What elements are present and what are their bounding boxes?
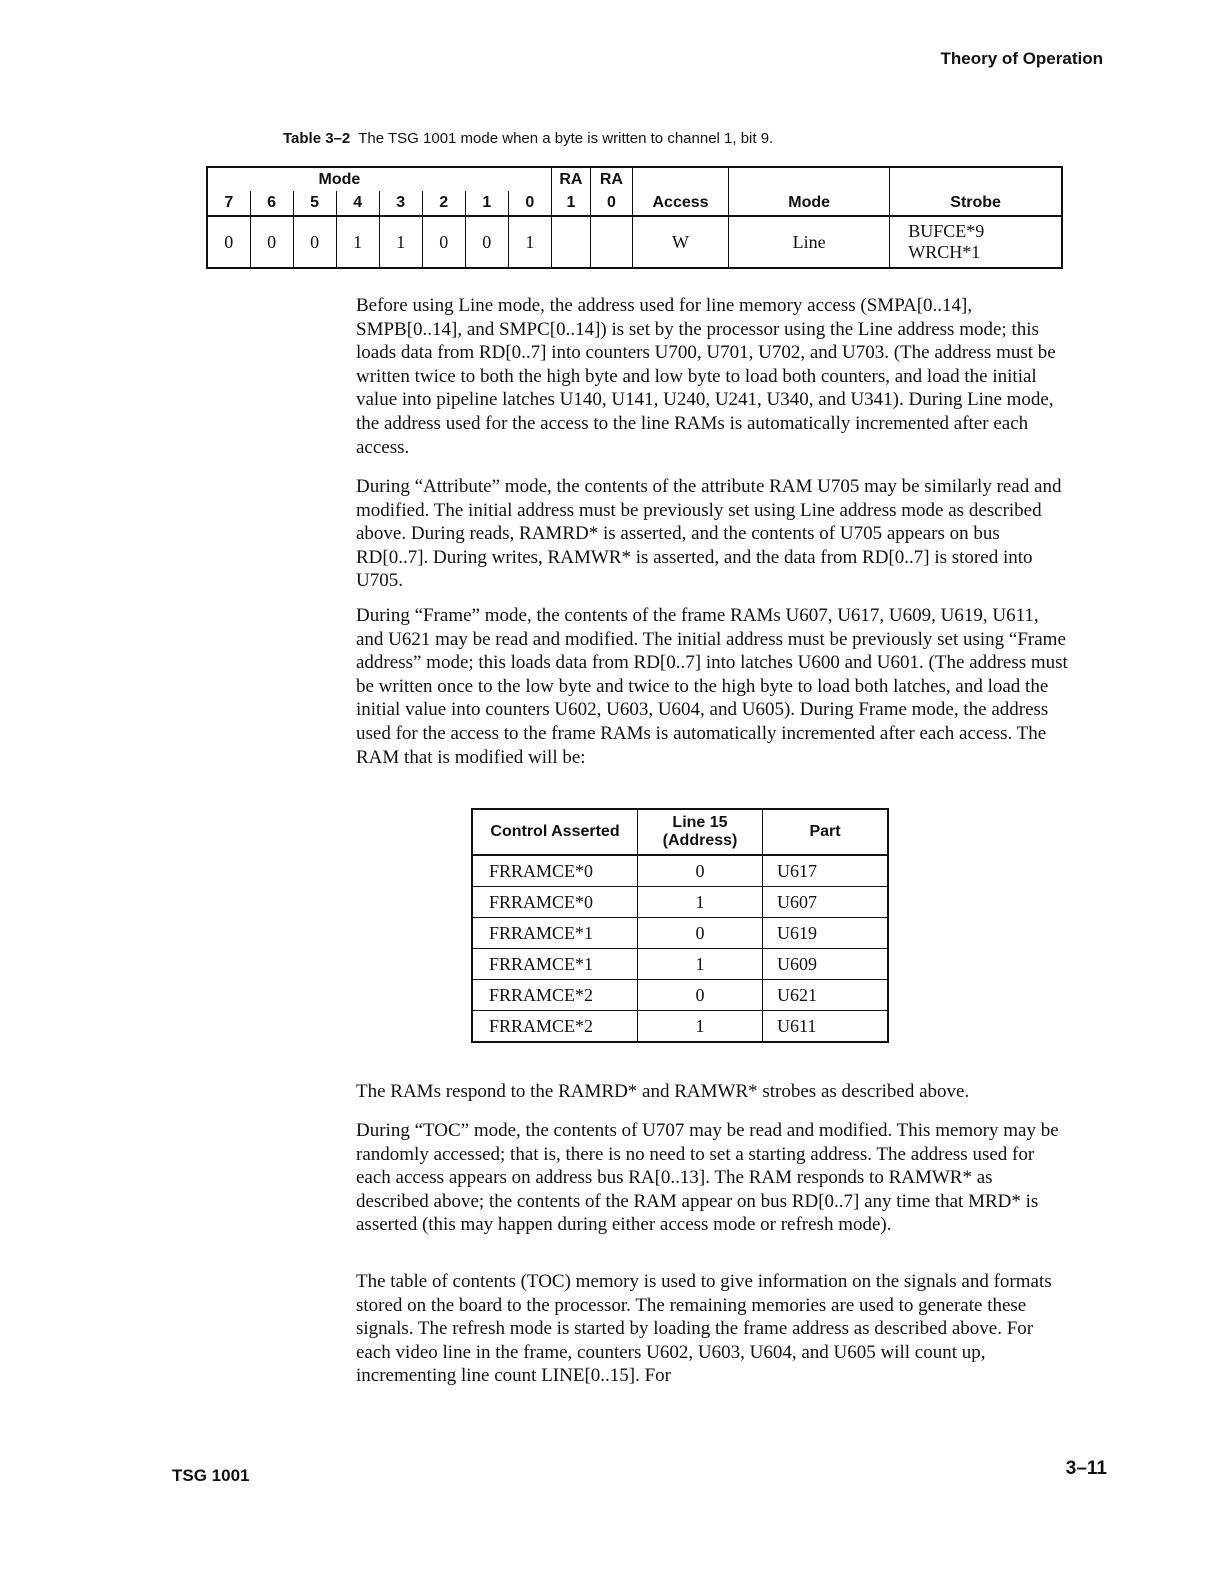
line15-header-line1: Line 15: [672, 814, 728, 831]
control-cell: FRRAMCE*1: [472, 949, 638, 980]
table-row: [472, 980, 888, 1011]
part-cell: U621: [763, 980, 889, 1011]
bit-value: 0: [207, 216, 250, 268]
access-value: W: [632, 216, 728, 268]
part-cell: U609: [763, 949, 889, 980]
paragraph-attribute-mode: During “Attribute” mode, the contents of the attribute RAM U705 may be similarly read and modified. The initial address must be previously set using Line address mode as described above. During reads, RAMRD* is asserted, and the contents of U705 appears on bus RD[0..7]. During writes, RAMWR* is asserted, and the data from RD[0..7] is stored into U705.: [356, 476, 1062, 592]
table-row: [207, 216, 1062, 268]
mode-value: Line: [729, 216, 890, 268]
control-cell: FRRAMCE*0: [472, 855, 638, 887]
bit-header: 6: [250, 191, 293, 216]
table-row: [472, 949, 888, 980]
address-cell: 1: [638, 1011, 763, 1043]
control-cell: FRRAMCE*2: [472, 980, 638, 1011]
strobe-value: [890, 216, 1062, 268]
table-caption-text: The TSG 1001 mode when a byte is written to channel 1, bit 9.: [358, 130, 774, 147]
part-cell: U619: [763, 918, 889, 949]
table-row: [472, 918, 888, 949]
address-cell: 0: [638, 855, 763, 887]
mode-column-header: Mode: [729, 167, 890, 216]
ra0-header-top: RA: [590, 167, 632, 191]
part-header: Part: [763, 809, 889, 855]
bit-header: 1: [465, 191, 508, 216]
part-cell: U611: [763, 1011, 889, 1043]
control-cell: FRRAMCE*1: [472, 918, 638, 949]
ra0-header-bottom: 0: [590, 191, 632, 216]
bit-value: 1: [379, 216, 422, 268]
paragraph-frame-mode: During “Frame” mode, the contents of the frame RAMs U607, U617, U609, U619, U611, and U621 may be read and modified. The initial address must be previously set using “Frame address” mode; this loads data from RD[0..7] into latches U600 and U601. (The address must be written once to the low byte and twice to the high byte to load both latches, and load the initial value into counters U602, U603, U604, and U605). During Frame mode, the address used for the access to the frame RAMs is automatically incremented after each access. The RAM that is modified will be:: [356, 605, 1068, 768]
strobe-line: BUFCE*9: [908, 221, 985, 241]
control-cell: FRRAMCE*0: [472, 887, 638, 918]
mode-group-header: Mode: [207, 167, 551, 191]
control-cell: FRRAMCE*2: [472, 1011, 638, 1043]
page-number: 3–11: [1065, 1458, 1107, 1479]
frame-ram-table: [471, 808, 889, 1043]
strobe-header: Strobe: [890, 167, 1062, 216]
paragraph-line-mode: Before using Line mode, the address used for line memory access (SMPA[0..14], SMPB[0..14], and SMPC[0..14]) is set by the processor using the Line address mode; this loads data from RD[0..7] into counters U700, U701, U702, and U703. (The address must be written twice to both the high byte and low byte to load both counters, and load the initial value into pipeline latches U140, U141, U240, U241, U340, and U341). During Line mode, the address used for the access to the line RAMs is automatically incremented after each access.: [356, 295, 1056, 458]
access-header: Access: [632, 167, 728, 216]
table-caption: [283, 130, 773, 147]
running-header: Theory of Operation: [940, 49, 1103, 68]
address-cell: 0: [638, 918, 763, 949]
table-row: [472, 887, 888, 918]
ra1-header-top: RA: [551, 167, 590, 191]
bit-header: 4: [336, 191, 379, 216]
address-cell: 1: [638, 887, 763, 918]
bit-value: 1: [508, 216, 551, 268]
table-caption-label: Table 3–2: [283, 130, 351, 147]
bit-value: 0: [293, 216, 336, 268]
control-asserted-header: Control Asserted: [472, 809, 638, 855]
bit-header: 5: [293, 191, 336, 216]
paragraph-strobes: The RAMs respond to the RAMRD* and RAMWR* strobes as described above.: [356, 1081, 970, 1102]
part-cell: U617: [763, 855, 889, 887]
footer-product-name: TSG 1001: [172, 1466, 250, 1485]
paragraph-toc-memory: The table of contents (TOC) memory is used to give information on the signals and formats stored on the board to the processor. The remaining memories are used to generate these signals. The refresh mode is started by loading the frame address as described above. For each video line in the frame, counters U602, U603, U604, and U605 will count up, incrementing line count LINE[0..15]. For: [356, 1271, 1052, 1387]
bit-value: 0: [465, 216, 508, 268]
ra1-value: [551, 216, 590, 268]
bit-header: 7: [207, 191, 250, 216]
bit-value: 0: [422, 216, 465, 268]
paragraph-toc-mode: During “TOC” mode, the contents of U707 may be read and modified. This memory may be randomly accessed; that is, there is no need to set a starting address. The address used for each access appears on address bus RA[0..13]. The RAM responds to RAMWR* as described above; the contents of the RAM appear on bus RD[0..7] any time that MRD* is asserted (this may happen during either access mode or refresh mode).: [356, 1120, 1059, 1236]
table-row: [472, 855, 888, 887]
bit-value: 0: [250, 216, 293, 268]
address-cell: 1: [638, 949, 763, 980]
ra1-header-bottom: 1: [551, 191, 590, 216]
bit-header: 0: [508, 191, 551, 216]
ra0-value: [590, 216, 632, 268]
bit-header: 2: [422, 191, 465, 216]
table-row: [472, 1011, 888, 1043]
line15-header: [638, 809, 763, 855]
mode-table: [206, 166, 1063, 269]
strobe-line: WRCH*1: [908, 242, 981, 262]
bit-header: 3: [379, 191, 422, 216]
address-cell: 0: [638, 980, 763, 1011]
line15-header-line2: (Address): [662, 832, 738, 849]
part-cell: U607: [763, 887, 889, 918]
bit-value: 1: [336, 216, 379, 268]
